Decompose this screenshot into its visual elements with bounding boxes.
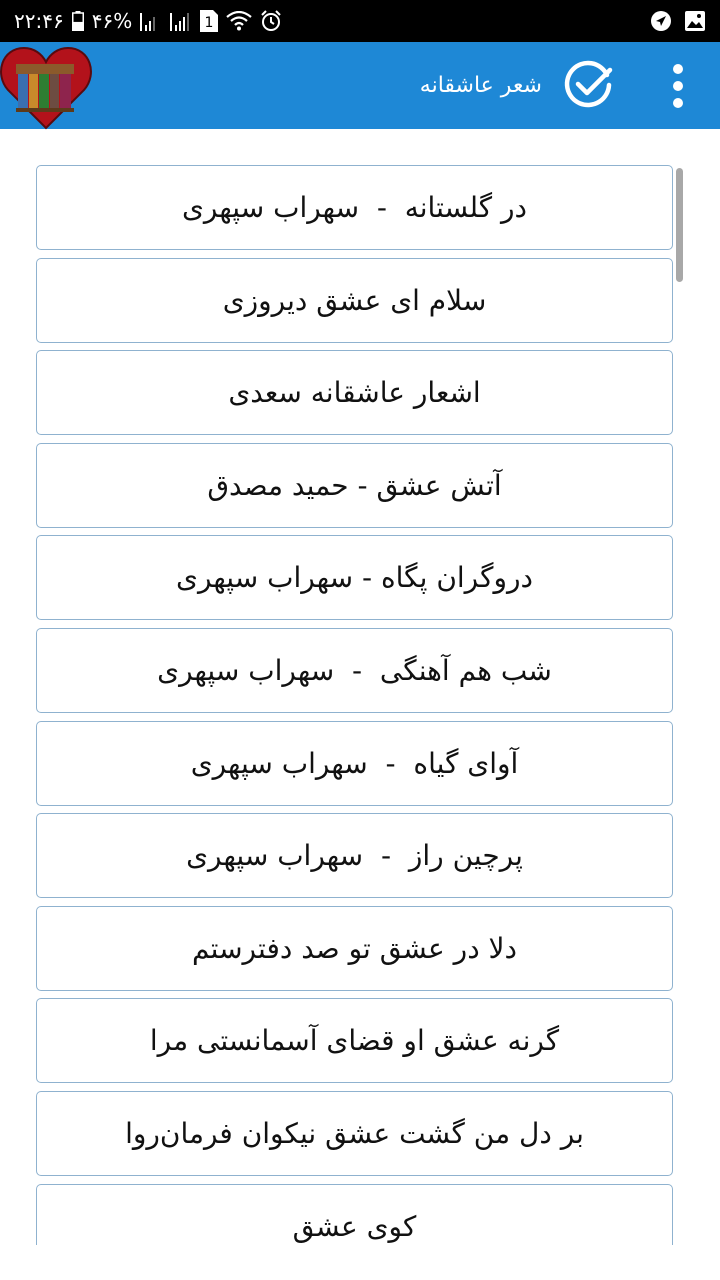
- poem-list-item[interactable]: آوای گیاه - سهراب سپهری: [36, 721, 673, 806]
- more-vertical-icon[interactable]: [658, 58, 698, 114]
- clock: ۲۲:۴۶: [14, 9, 64, 33]
- poem-list-item[interactable]: شب هم آهنگی - سهراب سپهری: [36, 628, 673, 713]
- poem-list-item[interactable]: دلا در عشق تو صد دفترستم: [36, 906, 673, 991]
- status-bar: [0, 0, 720, 42]
- poem-list-item[interactable]: بر دل من گشت عشق نیکوان فرمان‌روا: [36, 1091, 673, 1176]
- poem-list-item[interactable]: گرنه عشق او قضای آسمانستی مرا: [36, 998, 673, 1083]
- wifi-icon: [226, 11, 252, 31]
- battery-percent: ۴۶%: [91, 9, 133, 33]
- poem-list: [36, 165, 673, 1245]
- poem-list-item[interactable]: آتش عشق - حمید مصدق: [36, 443, 673, 528]
- poem-list-item[interactable]: پرچین راز - سهراب سپهری: [36, 813, 673, 898]
- sim-icon: [200, 10, 218, 32]
- alarm-icon: [260, 10, 282, 32]
- status-right: [650, 0, 706, 42]
- app-title: شعر عاشقانه: [419, 73, 542, 98]
- poem-list-item[interactable]: در گلستانه - سهراب سپهری: [36, 165, 673, 250]
- check-circle-icon[interactable]: [562, 58, 616, 112]
- battery-icon: [72, 11, 84, 31]
- poem-list-item[interactable]: دروگران پگاه - سهراب سپهری: [36, 535, 673, 620]
- signal-icon: [170, 11, 192, 31]
- status-left: [14, 0, 282, 42]
- sim-number: 1: [204, 15, 214, 31]
- image-icon: [684, 10, 706, 32]
- navigation-icon: [650, 10, 672, 32]
- signal-icon: [140, 11, 162, 31]
- poem-list-item[interactable]: کوی عشق: [36, 1184, 673, 1245]
- poem-list-item[interactable]: اشعار عاشقانه سعدی: [36, 350, 673, 435]
- poem-list-item[interactable]: سلام ای عشق دیروزی: [36, 258, 673, 343]
- scrollbar[interactable]: [676, 168, 683, 282]
- books-heart-icon: [0, 44, 92, 132]
